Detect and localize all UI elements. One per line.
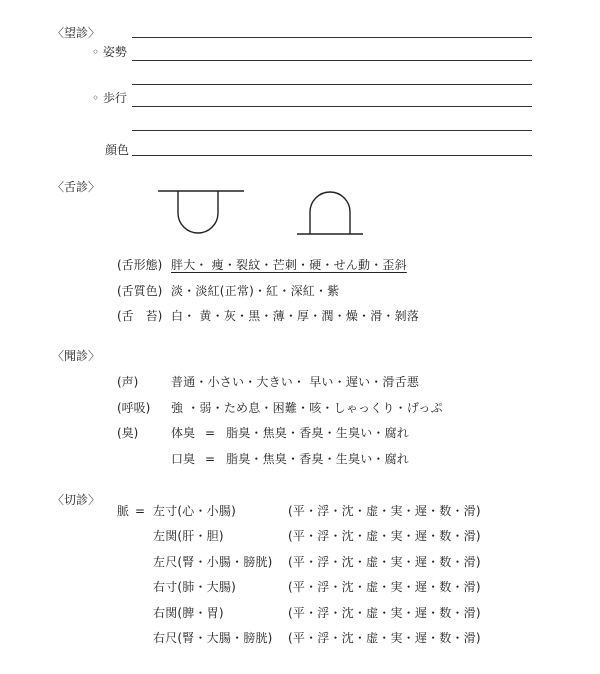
pulse-position: 右寸(肺・大腸) [153,580,236,594]
pulse-label: 脈 [117,504,130,518]
pulse-equals: = [135,504,146,518]
tongue-shape-values[interactable]: 胖大・ 痩・裂紋・芒刺・硬・せん動・歪斜 [171,258,407,272]
setsushin-heading: 〈切診〉 [52,493,101,507]
mouth-odor-label: 口臭 [171,452,196,466]
gait-line-2[interactable] [132,106,532,107]
tongue-shape-label: (舌形態) [117,258,163,272]
tongue-color-label: (舌質色) [117,284,163,298]
posture-line-1[interactable] [132,37,532,38]
tongue-coating-values[interactable]: 白・ 黄・灰・黒・薄・厚・潤・燥・滑・剝落 [171,309,420,323]
pulse-position: 左寸(心・小腸) [153,504,236,518]
pulse-position: 右尺(腎・大腸・膀胱) [153,631,273,645]
pulse-options[interactable]: (平・浮・沈・虚・実・遅・数・滑) [288,606,481,620]
voice-values[interactable]: 普通・小さい・大きい・ 早い・遅い・滑舌悪 [171,375,420,389]
tongue-coating-label: (舌 苔) [117,309,163,323]
complexion-line-2[interactable] [132,155,532,156]
body-odor-label: 体臭 [171,426,196,440]
breath-label: (呼吸) [117,401,151,415]
body-odor-equals: = [205,426,216,440]
tongue-color-values[interactable]: 淡・淡紅(正常)・紅・深紅・紫 [171,284,340,298]
gait-line-1[interactable] [132,84,532,85]
pulse-options[interactable]: (平・浮・沈・虚・実・遅・数・滑) [288,504,481,518]
gait-label: ◦ 歩行 [92,91,127,105]
pulse-position: 左尺(腎・小腸・膀胱) [153,555,273,569]
zetsushin-heading: 〈舌診〉 [52,180,101,194]
tongue-shape-u-icon [158,186,248,238]
bunshin-heading: 〈聞診〉 [52,349,101,363]
breath-values[interactable]: 強 ・弱・ため息・困難・咳・しゃっくり・げっぷ [171,401,443,415]
complexion-line-1[interactable] [132,130,532,131]
odor-label: (臭) [117,426,139,440]
voice-label: (声) [117,375,139,389]
posture-label: ◦ 姿勢 [92,45,127,59]
pulse-options[interactable]: (平・浮・沈・虚・実・遅・数・滑) [288,631,481,645]
tongue-shape-arch-icon [297,188,367,238]
mouth-odor-values[interactable]: 脂臭・焦臭・香臭・生臭い・腐れ [226,452,410,466]
pulse-options[interactable]: (平・浮・沈・虚・実・遅・数・滑) [288,580,481,594]
pulse-position: 右関(脾・胃) [153,606,224,620]
bousin-heading: 〈望診〉 [52,26,101,40]
pulse-position: 左関(肝・胆) [153,529,224,543]
complexion-label: 顔色 [105,143,130,157]
body-odor-values[interactable]: 脂臭・焦臭・香臭・生臭い・腐れ [226,426,410,440]
pulse-options[interactable]: (平・浮・沈・虚・実・遅・数・滑) [288,555,481,569]
posture-line-2[interactable] [132,60,532,61]
pulse-options[interactable]: (平・浮・沈・虚・実・遅・数・滑) [288,529,481,543]
mouth-odor-equals: = [205,452,216,466]
